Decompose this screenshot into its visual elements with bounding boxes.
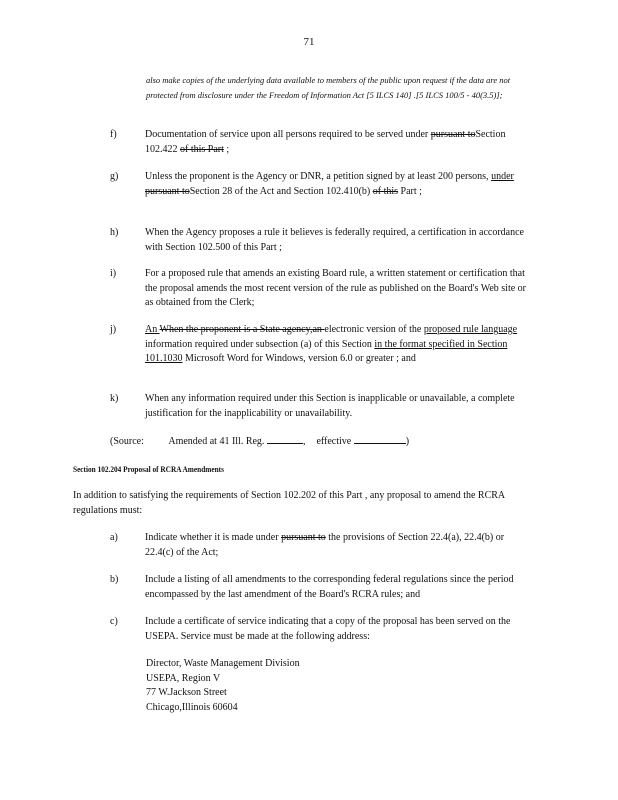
text-run: Include a certificate of service indicating that a copy of the proposal has been served on the USEPA. Service must be made at the following address:	[145, 616, 511, 642]
page-number: 71	[303, 36, 315, 48]
item-letter: k)	[110, 393, 119, 404]
text-run: electronic version of the	[324, 324, 424, 335]
struck-text: When the proponent is a State agency,an	[159, 324, 325, 335]
struck-text: pursuant to	[145, 185, 190, 197]
struck-text: pursuant to	[281, 532, 326, 543]
source-amended: Amended at 41 Ill. Reg.	[168, 436, 265, 447]
address-line: Chicago,Illinois 60604	[146, 701, 238, 713]
struck-text: pursuant to	[430, 129, 476, 140]
text-run: Include a listing of all amendments to the corresponding federal regulations since the period encompassed by the last amendment of the Board's RCRA rules; and	[145, 574, 514, 600]
item-text	[145, 392, 530, 421]
item-letter: i)	[110, 268, 117, 279]
item-letter: h)	[110, 227, 119, 238]
inserted-text: under	[491, 171, 514, 182]
item-letter: j)	[110, 324, 117, 335]
text-run: ;	[223, 143, 230, 155]
text-run: For a proposed rule that amends an existing Board rule, a written statement or certification that the proposal amends the most recent version of the rule as published on the Board's Web site or as obtained from the Clerk;	[145, 268, 527, 308]
text-run: Unless the proponent is the Agency or DNR, a petition signed by at least 200 persons,	[145, 171, 492, 182]
text-run: Section 28 of the Act and Section 102.410(b)	[189, 185, 373, 197]
inserted-text: An	[145, 324, 160, 335]
text-run: information required under subsection (a) of this Section	[145, 338, 375, 350]
text-run: the provisions of Section 22.4(a), 22.4(b) or 22.4(c) of the Act;	[145, 532, 505, 558]
address-line: Director, Waste Management Division	[146, 658, 300, 669]
item-text	[145, 267, 530, 311]
item-text	[145, 128, 530, 157]
item-letter: a)	[110, 532, 118, 543]
intro-paragraph: also make copies of the underlying data available to members of the public upon request if the data are not protected from disclosure under the Freedom of Information Act [5 ILCS 140] .[5 ILCS 100/5 - 40(3.5)];	[146, 75, 511, 100]
address-line: USEPA, Region V	[146, 672, 221, 684]
address-line: 77 W.Jackson Street	[146, 687, 227, 698]
item-text	[145, 323, 530, 367]
blank-line	[267, 433, 303, 444]
text-run: When any information required under this Section is inapplicable or unavailable, a complete justification for the inapplicability or unavailability.	[145, 393, 515, 419]
item-text	[145, 573, 530, 602]
inserted-text: proposed rule language	[423, 324, 518, 335]
text-run: Microsoft Word for Windows, version 6.0 or greater ; and	[182, 353, 416, 364]
item-text	[145, 615, 530, 644]
struck-text: of this	[372, 185, 399, 197]
inserted-text: in the format specified in Section 101.1030	[145, 338, 508, 364]
text-run: Documentation of service upon all persons required to be served under	[145, 129, 431, 140]
item-text	[145, 226, 530, 255]
text-run: Part ;	[398, 185, 422, 197]
mailing-address	[146, 657, 300, 715]
item-letter: g)	[110, 171, 119, 182]
struck-text: of this Part	[180, 143, 224, 155]
source-sep: ,	[302, 436, 306, 447]
item-letter: b)	[110, 574, 119, 585]
item-text	[145, 531, 530, 560]
section-heading: Section 102.204 Proposal of RCRA Amendments	[73, 464, 224, 474]
source-close: )	[405, 436, 410, 447]
text-run: When the Agency proposes a rule it believes is federally required, a certification in accordance with Section 102.500 of this Part ;	[145, 227, 524, 253]
item-letter: f)	[110, 129, 117, 140]
item-letter: c)	[110, 616, 118, 627]
text-run: Section 102.422	[145, 129, 506, 155]
blank-line	[354, 433, 406, 444]
item-text	[145, 170, 530, 199]
source-effective: effective	[316, 436, 352, 447]
source-label: (Source:	[110, 436, 144, 447]
source-note	[110, 433, 409, 447]
text-run: Indicate whether it is made under	[145, 532, 282, 543]
section-paragraph: In addition to satisfying the requirements of Section 102.202 of this Part , any proposal to amend the RCRA regulations must:	[73, 490, 505, 516]
